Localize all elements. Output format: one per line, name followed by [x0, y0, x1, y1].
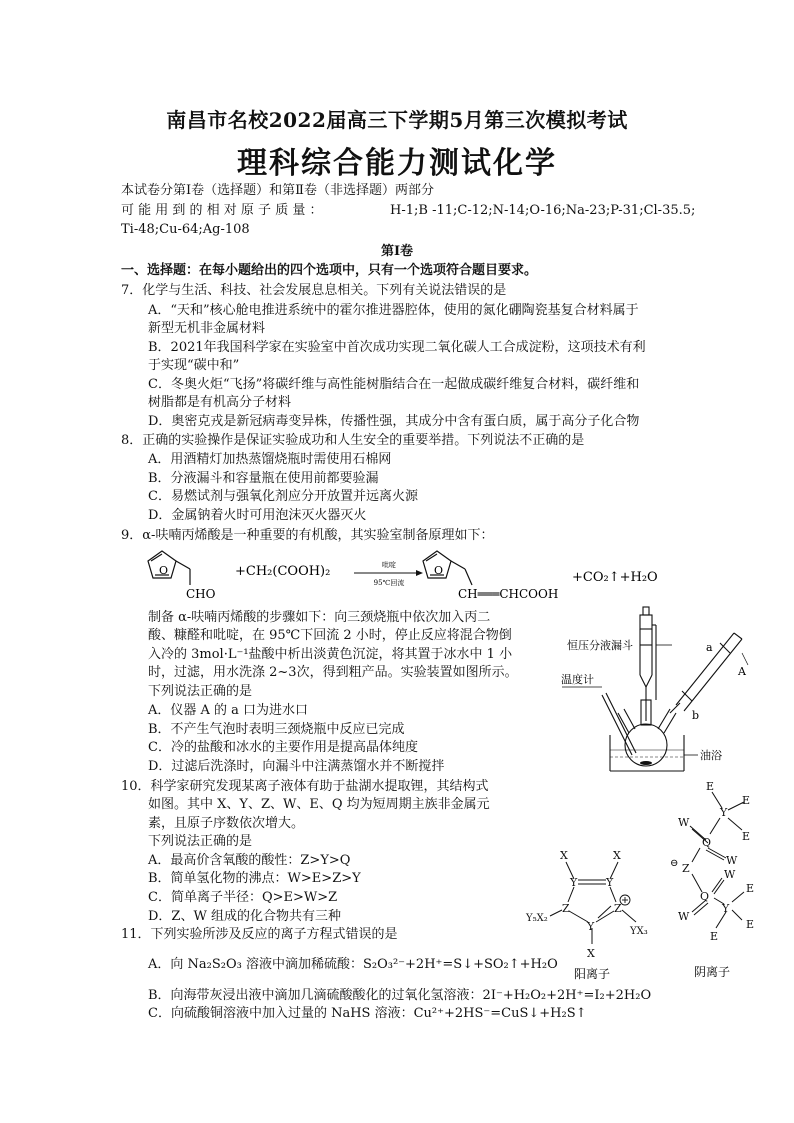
pressure-equalizing-funnel [640, 607, 656, 721]
q9-procedure-line-1: 制备 α-呋喃丙烯酸的步骤如下：向三颈烧瓶中依次加入丙二 [148, 610, 491, 625]
q9-procedure-line-3: 入冷的 3mol·L⁻¹盐酸中析出淡黄色沉淀，将其置于冰水中 1 小 [148, 647, 513, 662]
atom-x-top-left: X [560, 849, 568, 862]
anion-label: 阴离子 [694, 965, 731, 979]
acrylic-chain: CH═══CHCOOH [458, 587, 559, 601]
intro-text: 本试卷分第Ⅰ卷（选择题）和第Ⅱ卷（非选择题）两部分 [121, 183, 434, 198]
q8-option-a: A．用酒精灯加热蒸馏烧瓶时需使用石棉网 [148, 452, 392, 467]
furylacrylic-acid-structure [423, 551, 472, 585]
anion-atom-q1: Q [702, 836, 712, 849]
q10-option-b: B．简单氢化物的沸点：W>E>Z>Y [148, 871, 361, 886]
section-title: 第Ⅰ卷 [380, 244, 414, 259]
q7-option-c-cont: 树脂都是有机高分子材料 [148, 395, 292, 410]
q9-option-a: A．仪器 A 的 a 口为进水口 [148, 703, 309, 718]
substituent-yx3: YX₃ [630, 926, 648, 937]
anion-atom-e1: E [706, 780, 715, 793]
q9-stem: 9．α-呋喃丙烯酸是一种重要的有机酸，其实验室制备原理如下： [121, 528, 494, 543]
q7-option-a-cont: 新型无机非金属材料 [148, 321, 266, 336]
three-neck-flask [618, 700, 676, 766]
atom-z-left: Z [562, 902, 570, 915]
q10-option-d: D．Z、W 组成的化合物共有三种 [148, 909, 341, 924]
cation-label: 阳离子 [574, 967, 611, 981]
q7-option-a: A．“天和”核心舱电推进系统中的霍尔推进器腔体，使用的氮化硼陶瓷基复合材料属于 [148, 303, 639, 318]
exam-title: 南昌市名校2022届高三下学期5月第三次模拟考试 [166, 108, 628, 132]
oil-bath-label: 油浴 [700, 749, 722, 762]
q10-option-c: C．简单离子半径：Q>E>W>Z [148, 890, 338, 905]
q10-anion-structure [660, 780, 770, 980]
q7-option-c: C．冬奥火炬“飞扬”将碳纤维与高性能树脂结合在一起做成碳纤维复合材料，碳纤维和 [148, 377, 640, 392]
atomic-mass-values-cont: Ti-48;Cu-64;Ag-108 [121, 222, 250, 237]
thermometer-label: 温度计 [561, 673, 594, 686]
q10-stem-line-1: 10．科学家研究发现某离子液体有助于盐湖水提取锂，其结构式 [121, 779, 489, 794]
q9-option-c: C．冷的盐酸和冰水的主要作用是提高晶体纯度 [148, 740, 418, 755]
anion-atom-w1: W [678, 816, 690, 829]
q9-question: 下列说法正确的是 [148, 684, 253, 699]
q8-stem: 8．正确的实验操作是保证实验成功和人生安全的重要举措。下列说法不正确的是 [121, 433, 585, 448]
reaction-products: +CO₂↑+H₂O [572, 570, 658, 585]
condenser-label-A: A [738, 665, 746, 678]
furfural-oxygen: O [159, 564, 169, 577]
funnel-label: 恒压分液漏斗 [567, 639, 633, 652]
q11-option-a: A．向 Na₂S₂O₃ 溶液中滴加稀硫酸：S₂O₃²⁻+2H⁺=S↓+SO₂↑+H₂O [148, 957, 558, 972]
port-label-a: a [706, 641, 713, 654]
q7-option-d: D．奥密克戎是新冠病毒变异株，传播性强，其成分中含有蛋白质，属于高分子化合物 [148, 414, 640, 429]
q9-procedure-line-2: 酸、糠醛和吡啶，在 95℃下回流 2 小时，停止反应将混合物倒 [148, 628, 512, 643]
anion-atom-w2: W [726, 854, 738, 867]
q11-option-b: B．向海带灰浸出液中滴加几滴硫酸酸化的过氧化氢溶液：2I⁻+H₂O₂+2H⁺=I₂+2H₂O [148, 988, 652, 1003]
malonic-acid-reagent: +CH₂(COOH)₂ [235, 564, 331, 579]
stir-bar [640, 761, 652, 765]
anion-atom-w3: W [724, 868, 736, 881]
q9-reaction-scheme [140, 545, 680, 607]
anion-atom-z: Z [682, 862, 690, 875]
q7-option-b: B．2021年我国科学家在实验室中首次成功实现二氧化碳人工合成淀粉，这项技术有利 [148, 340, 646, 355]
oil-bath [610, 735, 698, 771]
furfural-cho: CHO [186, 587, 216, 601]
anion-atom-w4: W [678, 910, 690, 923]
q10-option-a: A．最高价含氧酸的酸性：Z>Y>Q [148, 853, 351, 868]
negative-charge-icon: ⊖ [670, 858, 679, 869]
q7-option-b-cont: 于实现“碳中和” [148, 358, 240, 373]
atom-y-left: Y [570, 876, 578, 889]
q8-option-d: D．金属钠着火时可用泡沫灭火器灭火 [148, 508, 367, 523]
q11-option-c: C．向硫酸铜溶液中加入过量的 NaHS 溶液：Cu²⁺+2HS⁻=CuS↓+H₂S↑ [148, 1006, 587, 1021]
anion-atom-e4: E [746, 882, 755, 895]
furan-oxygen: O [434, 564, 444, 577]
q9-option-d: D．过滤后洗涤时，向漏斗中注满蒸馏水并不断搅拌 [148, 759, 445, 774]
atom-z-right: Z [614, 902, 622, 915]
q11-stem: 11．下列实验所涉及反应的离子方程式错误的是 [121, 927, 398, 942]
q10-stem-line-3: 素，且原子序数依次增大。 [148, 816, 305, 831]
section-instruction: 一、选择题：在每小题给出的四个选项中，只有一个选项符合题目要求。 [121, 263, 538, 278]
atomic-mass-label: 可 能 用 到 的 相 对 原 子 质 量 ： [121, 203, 323, 218]
q9-procedure-line-4: 时，过滤，用水洗涤 2~3次，得到粗产品。实验装置如图所示。 [148, 665, 518, 680]
reaction-arrow [354, 570, 423, 576]
atom-y-bottom: Y [587, 920, 595, 933]
atom-x-bottom: X [587, 947, 595, 960]
anion-atom-e3: E [742, 830, 751, 843]
q9-option-b: B．不产生气泡时表明三颈烧瓶中反应已完成 [148, 722, 405, 737]
atomic-mass-values: H-1;B -11;C-12;N-14;O-16;Na-23;P-31;Cl-35.5; [390, 203, 696, 218]
atom-y-right: Y [606, 876, 614, 889]
atom-x-top-right: X [613, 849, 621, 862]
reaction-condition-catalyst: 吡啶 [382, 561, 396, 569]
furfural-structure [148, 551, 190, 585]
q8-option-c: C．易燃试剂与强氧化剂应分开放置并远离火源 [148, 489, 418, 504]
thermometer [602, 695, 632, 755]
anion-atom-q2: Q [700, 890, 710, 903]
anion-atom-y2: Y [722, 902, 730, 915]
substituent-y5x2: Y₅X₂ [526, 913, 548, 924]
q9-apparatus-diagram [552, 605, 752, 775]
q10-stem-line-2: 如图。其中 X、Y、Z、W、E、Q 均为短周期主族非金属元 [148, 797, 490, 812]
exam-subtitle: 理科综合能力测试化学 [237, 146, 557, 181]
q8-option-b: B．分液漏斗和容量瓶在使用前都要验漏 [148, 471, 379, 486]
anion-atom-e5: E [746, 918, 755, 931]
anion-atom-e6: E [710, 930, 719, 943]
q7-stem: 7．化学与生活、科技、社会发展息息相关。下列有关说法错误的是 [121, 283, 507, 298]
port-label-b: b [692, 709, 700, 722]
reaction-condition-temperature: 95℃回流 [373, 579, 405, 587]
q10-question: 下列说法正确的是 [148, 834, 253, 849]
anion-atom-e2: E [742, 794, 751, 807]
anion-atom-y1: Y [720, 806, 728, 819]
